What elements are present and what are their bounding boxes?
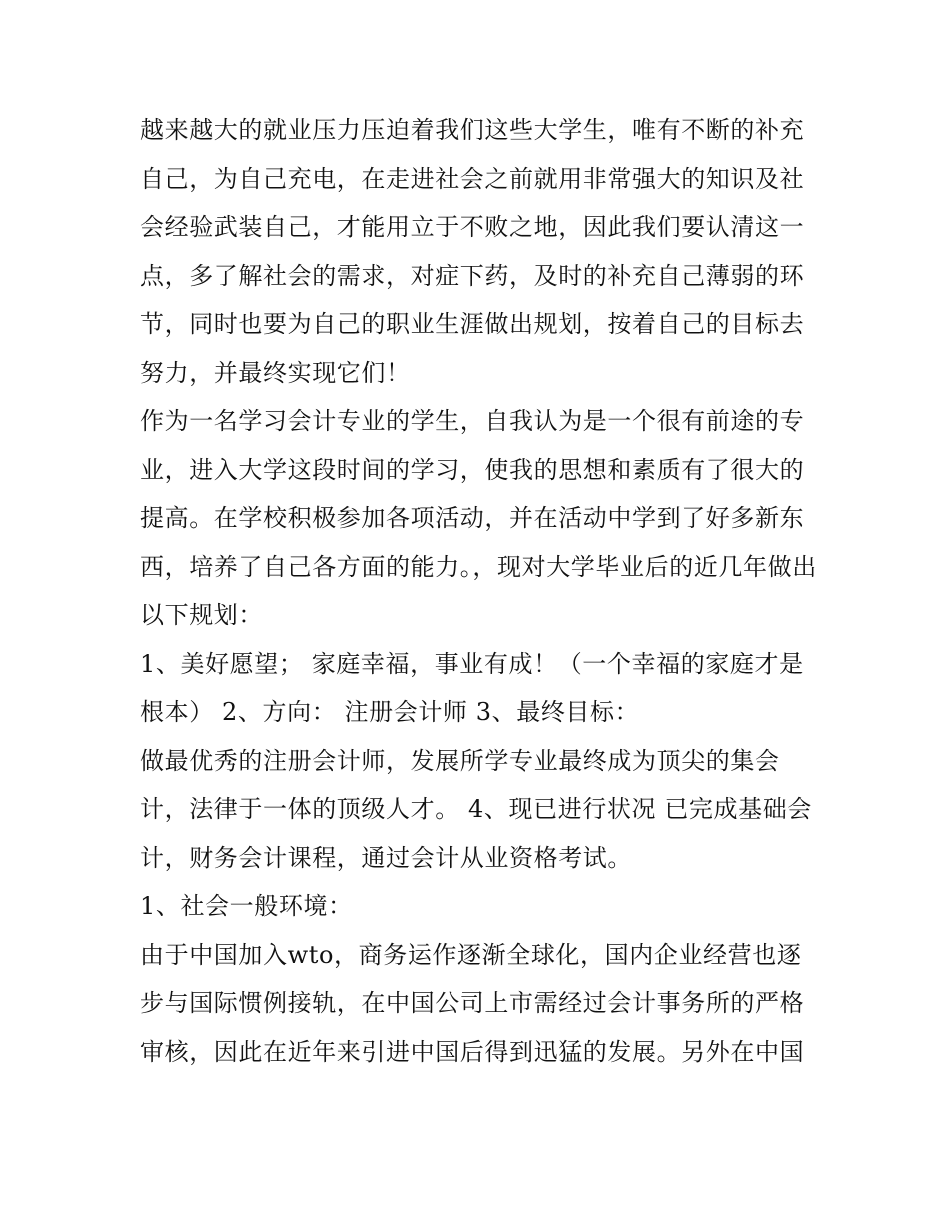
paragraph-accounting-student: 作为一名学习会计专业的学生，自我认为是一个很有前途的专业，进入大学这段时间的学习，使我的思想和素质有了很大的提高。在学校积极参加各项活动，并在活动中学到了好多新东西，培养了自己各方面的能力。，现对大学毕业后的近几年做出以下规划：	[140, 407, 817, 629]
document-body	[140, 106, 820, 1076]
paragraph-goals-list: 1、美好愿望； 家庭幸福，事业有成！（一个幸福的家庭才是根本） 2、方向： 注册会计师 3、最终目标：	[140, 649, 804, 726]
paragraph-employment-pressure: 越来越大的就业压力压迫着我们这些大学生，唯有不断的补充自己，为自己充电，在走进社会之前就用非常强大的知识及社会经验武装自己，才能用立于不败之地，因此我们要认清这一点，多了解社会的需求，对症下药，及时的补充自己薄弱的环节，同时也要为自己的职业生涯做出规划，按着自己的目标去努力，并最终实现它们！	[140, 116, 805, 387]
paragraph-wto-environment: 由于中国加入wto，商务运作逐渐全球化，国内企业经营也逐步与国际惯例接轨，在中国公司上市需经过会计事务所的严格审核，因此在近年来引进中国后得到迅猛的发展。另外在中国	[140, 940, 805, 1066]
section-heading-social-environment: 1、社会一般环境：	[140, 892, 353, 920]
paragraph-final-goal: 做最优秀的注册会计师，发展所学专业最终成为顶尖的集会计，法律于一体的顶级人才。 4、现已进行状况 已完成基础会计，财务会计课程，通过会计从业资格考试。	[140, 746, 812, 872]
